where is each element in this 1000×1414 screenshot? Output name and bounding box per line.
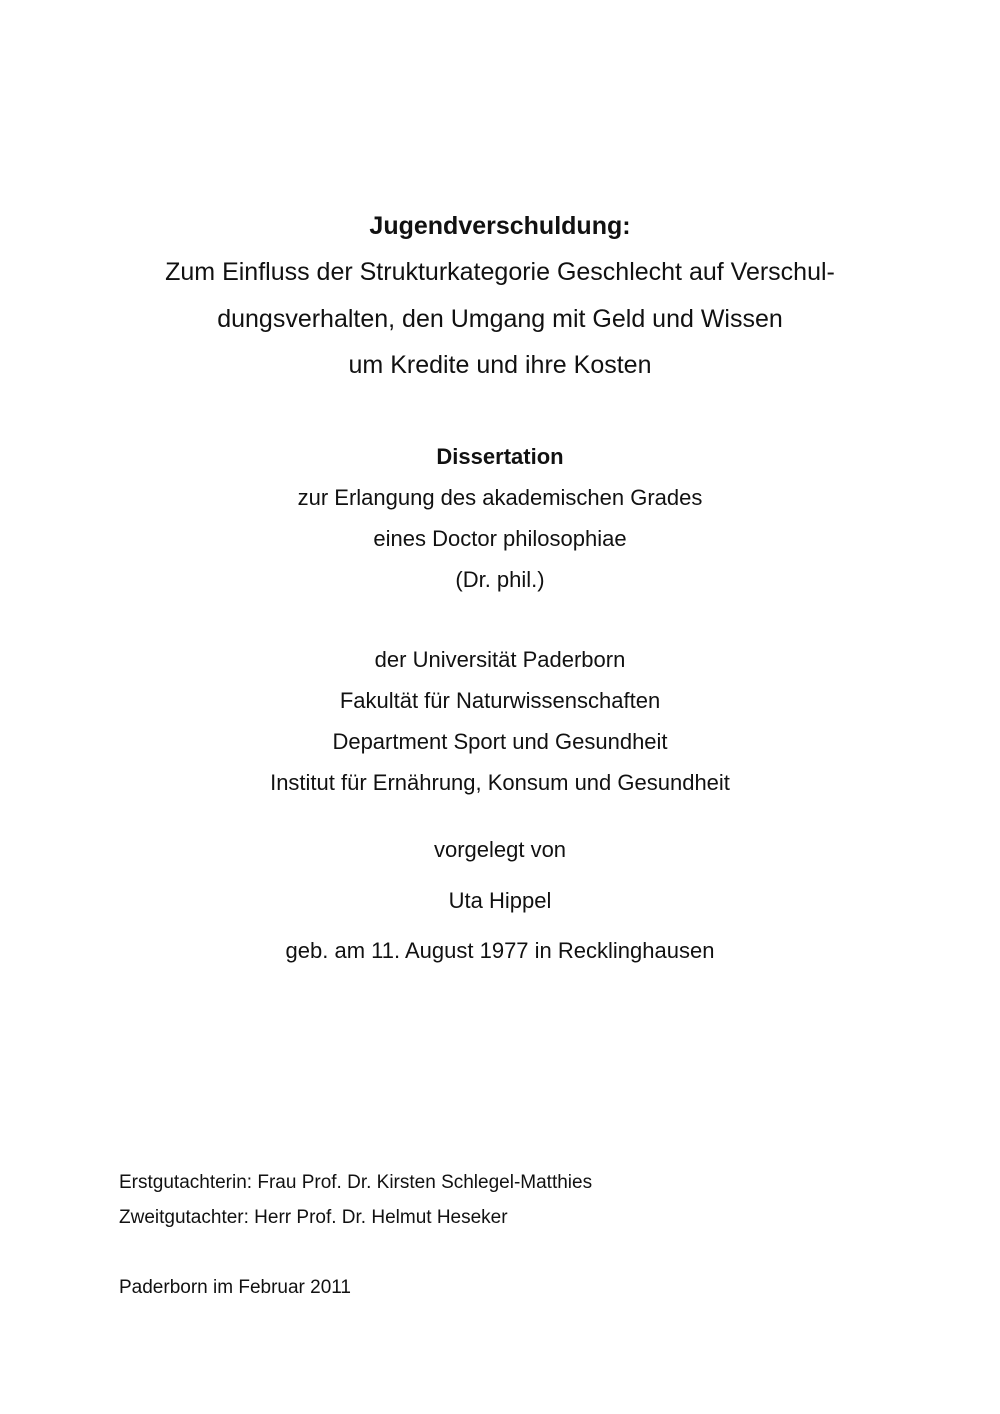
dissertation-label: Dissertation (436, 444, 564, 469)
author-name: Uta Hippel (448, 888, 552, 913)
first-reviewer: Erstgutachterin: Frau Prof. Dr. Kirsten Schlegel-Matthies (119, 1172, 593, 1193)
department-name: Department Sport und Gesundheit (332, 729, 668, 754)
main-title: Jugendverschuldung: (369, 212, 631, 240)
institute-name: Institut für Ernährung, Konsum und Gesundheit (270, 770, 730, 795)
subtitle-line-3: um Kredite und ihre Kosten (348, 351, 652, 379)
degree-line-2: eines Doctor philosophiae (373, 526, 627, 551)
subtitle-line-1: Zum Einfluss der Strukturkategorie Geschlecht auf Verschul- (165, 258, 835, 286)
degree-line-3: (Dr. phil.) (455, 567, 545, 592)
presented-by: vorgelegt von (433, 837, 567, 862)
degree-line-1: zur Erlangung des akademischen Grades (297, 485, 703, 510)
author-birth: geb. am 11. August 1977 in Recklinghausen (285, 938, 715, 963)
subtitle-line-2: dungsverhalten, den Umgang mit Geld und Wissen (217, 305, 783, 333)
university-name: der Universität Paderborn (374, 647, 626, 672)
second-reviewer: Zweitgutachter: Herr Prof. Dr. Helmut Heseker (119, 1207, 508, 1228)
place-date: Paderborn im Februar 2011 (119, 1277, 351, 1298)
faculty-name: Fakultät für Naturwissenschaften (339, 688, 661, 713)
